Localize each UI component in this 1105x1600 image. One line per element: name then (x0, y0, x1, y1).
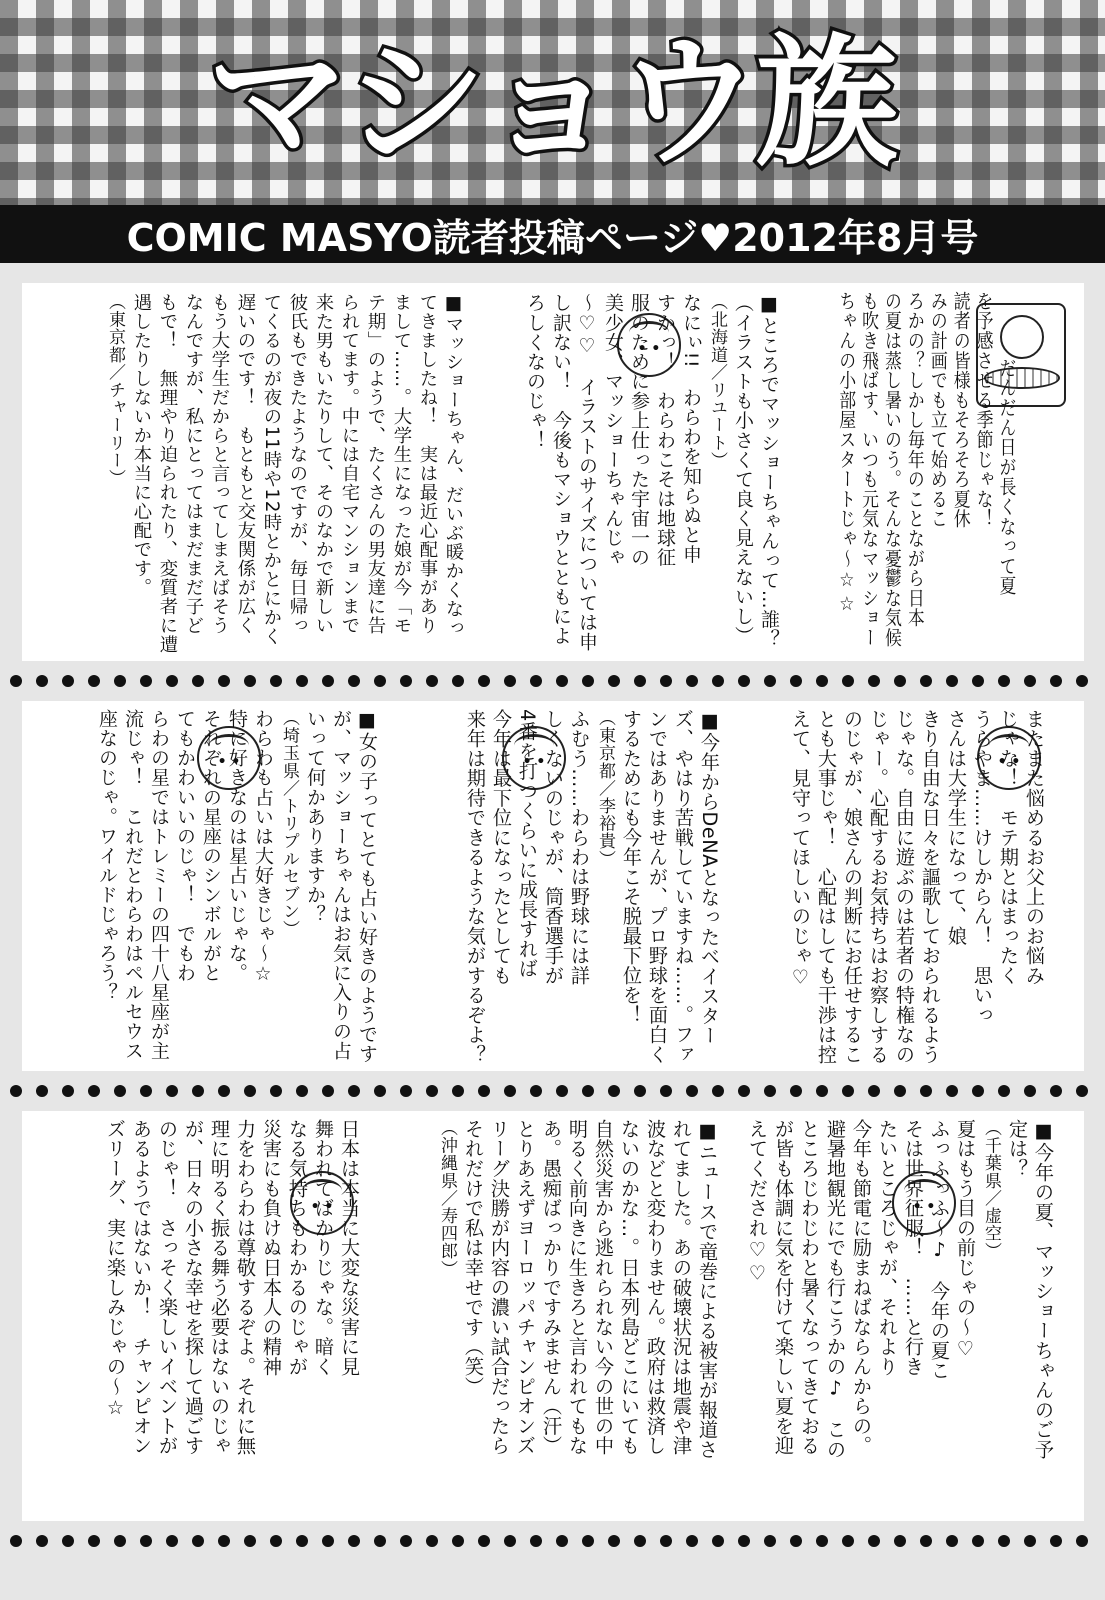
separator-dot (36, 1085, 48, 1097)
separator-dot (504, 675, 516, 687)
separator-dot (218, 1535, 230, 1547)
separator-dot (634, 1535, 646, 1547)
separator-dot (348, 1085, 360, 1097)
separator-dot (426, 1535, 438, 1547)
separator-dot (842, 675, 854, 687)
separator-dot (192, 1085, 204, 1097)
dot-separator-icon (0, 1081, 1105, 1101)
separator-dot (10, 675, 22, 687)
separator-dot (712, 675, 724, 687)
reply-tokyo-charlie: またまた悩めるお父上のお悩み じゃな！ モテ期とはまったく うらやま……けしからん！ 思いっ さんは大学生になって、娘 きり自由な日々を謳歌しておられるよう じゃな。自由に遊ぶのは若者の特権なの じゃー。心配するお気持ちはお察しする のじゃが、娘さんの判断にお任せするこ とも大事じゃ！ 心配はしても干渉は控 えて、見守ってほしいのじゃ♡ (789, 709, 1046, 1065)
separator-dot (686, 675, 698, 687)
separator-dot (868, 1535, 880, 1547)
letter-chiba: ■今年の夏、マッショーちゃんのご予 定は？ （千葉県／虚空） 夏はもう目の前じゃの～♡ ふっふっふ～♪ 今年の夏こ そは世界征服！ ……と行き たいところじゃが、それより 今年も節電に励まねばならんからの。 避暑地観光にでも行こうかの♪ この ところじわじわと暑くなってきておる が皆も体調に気を付けて楽しい夏を迎 えてくだされ♡♡ (746, 1119, 1055, 1460)
page-title-text: マショウ族 (206, 21, 894, 186)
separator-dot (296, 1535, 308, 1547)
separator-dot (1076, 1535, 1088, 1547)
letter-okinawa: ■ニュースで竜巻による被害が報道さ れてました。あの破壊状況は地震や津 波などと変わりません。政府は救済し ないのかな…。日本列島どこにいても 自然災害から逃れられない今の世の中 明るく前向きに生きろと言われてもな あ。愚痴ばっかりですみません（汗） とりあえずヨーロッパチャンピオンズ リーグ決勝が内容の濃い試合だったら それだけで私は幸せです（笑） （沖縄県／寿四郎） (437, 1119, 719, 1460)
letter-box (22, 1111, 1084, 1521)
separator-dot (140, 1085, 152, 1097)
separator-dot (1024, 1535, 1036, 1547)
separator-dot (114, 1535, 126, 1547)
separator-dot (140, 675, 152, 687)
separator-dot (712, 1535, 724, 1547)
separator-dot (244, 675, 256, 687)
separator-dot (62, 1085, 74, 1097)
separator-dot (88, 1535, 100, 1547)
separator-dot (192, 1535, 204, 1547)
separator-dot (270, 675, 282, 687)
separator-dot (296, 675, 308, 687)
separator-dot (400, 1535, 412, 1547)
reply-okinawa: 日本は本当に大変な災害に見 舞われてばかりじゃな。暗く なる気持ちもわかるのじゃが 災害にも負けぬ日本人の精神 力をわらわは尊敬するぞよ。それに無 理に明るく振る舞う必要はないのじゃ が、日々の小さな幸せを探して過ごす のじゃ！ さっそく楽しいイベントが あるようではないか！ チャンピオン ズリーグ、実に楽しみじゃの～☆ (104, 1119, 361, 1456)
letter-tokyo-lee: ■今年からDeNAとなったベイスター ズ、やはり苦戦していますね……。ファ ンではありませんが、プロ野球を面白く するためにも今年こそ脱最下位を！ （東京都／李裕貴） ふむう……わらわは野球には詳 しくないのじゃが、筒香選手が 4番を打つくらいに成長すれば 今年は最下位になったとしても 来年は期待できるような気がするぞよ？ (464, 709, 721, 1065)
separator-dot (556, 675, 568, 687)
separator-dot (816, 675, 828, 687)
separator-dot (504, 1085, 516, 1097)
separator-dot (374, 1535, 386, 1547)
letter-box (22, 701, 1084, 1071)
separator-dot (790, 1085, 802, 1097)
separator-dot (894, 1085, 906, 1097)
separator-dot (530, 1535, 542, 1547)
separator-dot (374, 1085, 386, 1097)
letter-box (22, 283, 1084, 661)
page-title (105, 14, 995, 194)
separator-dot (504, 1535, 516, 1547)
separator-dot (1076, 1085, 1088, 1097)
separator-dot (166, 1085, 178, 1097)
separator-dot (478, 675, 490, 687)
separator-dot (1076, 675, 1088, 687)
separator-dot (998, 1535, 1010, 1547)
separator-dot (712, 1085, 724, 1097)
separator-dot (218, 1085, 230, 1097)
separator-dot (114, 675, 126, 687)
separator-dot (582, 1085, 594, 1097)
separator-dot (920, 1085, 932, 1097)
separator-dot (608, 675, 620, 687)
separator-dot (62, 1535, 74, 1547)
separator-dot (946, 675, 958, 687)
separator-dot (322, 675, 334, 687)
separator-dot (582, 1535, 594, 1547)
separator-dot (530, 675, 542, 687)
separator-dot (1024, 1085, 1036, 1097)
separator-dot (660, 1535, 672, 1547)
separator-dot (1050, 675, 1062, 687)
separator-dot (1050, 1085, 1062, 1097)
separator-dot (426, 675, 438, 687)
separator-dot (816, 1085, 828, 1097)
separator-dot (660, 675, 672, 687)
separator-dot (530, 1085, 542, 1097)
separator-dot (322, 1085, 334, 1097)
separator-dot (322, 1535, 334, 1547)
separator-dot (842, 1085, 854, 1097)
separator-dot (634, 675, 646, 687)
separator-dot (582, 675, 594, 687)
separator-dot (166, 675, 178, 687)
separator-dot (478, 1085, 490, 1097)
content-frame (0, 263, 1105, 1600)
separator-dot (816, 1535, 828, 1547)
separator-dot (88, 675, 100, 687)
intro-text-lower: だんだん日が長くなって夏 を予感させる季節じゃな！ 読者の皆様もそろそろ夏休 みの計画でも立て始めるこ ろかの？しかし毎年のことながら日本 の夏は蒸し暑いのう。そんな憂鬱な気候 も吹き飛ばす、いつも元気なマッショー ちゃんの小部屋スタートじゃ～☆☆ (836, 291, 1018, 648)
separator-dot (478, 1535, 490, 1547)
separator-dot (270, 1085, 282, 1097)
separator-dot (426, 1085, 438, 1097)
separator-dot (894, 1535, 906, 1547)
separator-dot (764, 675, 776, 687)
letter-tokyo-charlie: ■マッショーちゃん、だいぶ暖かくなっ てきましたね！ 実は最近心配事があり まして……。大学生になった娘が今「モ テ期」のようで、たくさんの男友達に告 られてます。中には自宅マンションまで 来た男もいたりして、そのなかで新しい 彼氏もできたようなのですが、毎日帰っ てくるのが夜の11時や12時とかとにかく 遅いのです！ もともと交友関係が広く もう大学生だからと言ってしまえばそう なんですが、私にとってはまだまだ子ど もで！ 無理やり迫られたり、変質者に遭 遇したりしないか本当に心配です。 （東京都／チャーリー） (105, 293, 464, 654)
separator-dot (790, 675, 802, 687)
separator-dot (738, 1535, 750, 1547)
separator-dot (946, 1535, 958, 1547)
separator-dot (738, 675, 750, 687)
letter-saitama: ■女の子ってとても占い好きのようです が、マッショーちゃんはお気に入りの占 いって何かありますか？ （埼玉県／トリプルセブン） わらわも占いは大好きじゃ～☆ 特に好きなのは星占いじゃな。 それぞれの星座のシンボルがと てもかわいいのじゃ！ でもわ らわの星ではトレミーの四十八星座が主 流じゃ！ これだとわらわはペルセウス 座なのじゃ。ワイルドじゃろう？ (96, 709, 378, 1064)
separator-dot (998, 1085, 1010, 1097)
separator-dot (166, 1535, 178, 1547)
separator-dot (842, 1535, 854, 1547)
separator-dot (972, 1085, 984, 1097)
separator-dot (400, 1085, 412, 1097)
separator-dot (1050, 1535, 1062, 1547)
dot-separator-icon (0, 671, 1105, 691)
separator-dot (790, 1535, 802, 1547)
separator-dot (868, 1085, 880, 1097)
separator-dot (348, 1535, 360, 1547)
header-banner (0, 205, 1105, 263)
separator-dot (686, 1085, 698, 1097)
separator-dot (608, 1085, 620, 1097)
separator-dot (36, 675, 48, 687)
separator-dot (920, 675, 932, 687)
separator-dot (972, 1535, 984, 1547)
separator-dot (556, 1085, 568, 1097)
separator-dot (10, 1535, 22, 1547)
separator-dot (62, 675, 74, 687)
separator-dot (218, 675, 230, 687)
separator-dot (608, 1535, 620, 1547)
separator-dot (660, 1085, 672, 1097)
separator-dot (1024, 675, 1036, 687)
intro-section (837, 291, 1072, 651)
separator-dot (348, 675, 360, 687)
header-banner-text: COMIC MASYO読者投稿ページ♥2012年8月号 (126, 215, 979, 260)
separator-dot (88, 1085, 100, 1097)
separator-dot (10, 1085, 22, 1097)
separator-dot (764, 1085, 776, 1097)
separator-dot (634, 1085, 646, 1097)
dot-separator-icon (0, 1531, 1105, 1551)
separator-dot (296, 1085, 308, 1097)
separator-dot (868, 675, 880, 687)
separator-dot (894, 675, 906, 687)
separator-dot (998, 675, 1010, 687)
separator-dot (920, 1535, 932, 1547)
separator-dot (36, 1535, 48, 1547)
separator-dot (452, 1085, 464, 1097)
separator-dot (270, 1535, 282, 1547)
separator-dot (244, 1535, 256, 1547)
separator-dot (244, 1085, 256, 1097)
letter-hokkaido: ■ところでマッショーちゃんって…誰？ （イラストも小さくて良く見えないし） （北海道／リユート） なにぃ!! わらわを知らぬと申 すかっ！ わらわこそは地球征 服のために参上仕った宇宙一の 美少女、マッショーちゃんじゃ ～♡♡ イラストのサイズについては申 し訳ない！ 今後もマショウとともによ ろしくなのじゃ！ (524, 293, 780, 652)
separator-dot (946, 1085, 958, 1097)
separator-dot (374, 675, 386, 687)
separator-dot (140, 1535, 152, 1547)
separator-dot (452, 675, 464, 687)
separator-dot (400, 675, 412, 687)
separator-dot (192, 675, 204, 687)
separator-dot (972, 675, 984, 687)
separator-dot (738, 1085, 750, 1097)
separator-dot (686, 1535, 698, 1547)
separator-dot (114, 1085, 126, 1097)
separator-dot (556, 1535, 568, 1547)
separator-dot (452, 1535, 464, 1547)
separator-dot (764, 1535, 776, 1547)
